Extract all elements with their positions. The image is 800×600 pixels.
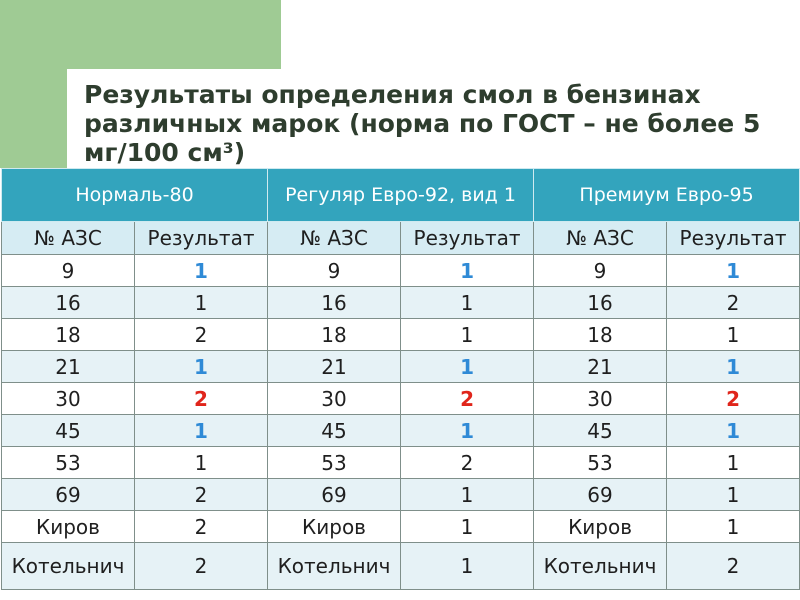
result-cell-premium-95: 1	[667, 479, 800, 511]
result-cell-regular-92: 1	[401, 351, 534, 383]
station-cell: Киров	[2, 511, 135, 543]
result-cell-premium-95: 1	[667, 447, 800, 479]
result-cell-normal-80: 2	[135, 543, 268, 590]
station-cell: 30	[2, 383, 135, 415]
station-cell: 16	[268, 287, 401, 319]
result-cell-premium-95: 2	[667, 383, 800, 415]
result-cell-regular-92: 1	[401, 255, 534, 287]
result-cell-normal-80: 1	[135, 287, 268, 319]
table-row	[2, 415, 800, 447]
column-header-station: № АЗС	[268, 222, 401, 255]
station-cell: 18	[268, 319, 401, 351]
table-row	[2, 479, 800, 511]
group-header-row	[2, 169, 800, 222]
column-header-station: № АЗС	[2, 222, 135, 255]
table-row	[2, 447, 800, 479]
result-cell-premium-95: 1	[667, 319, 800, 351]
station-cell: 53	[2, 447, 135, 479]
result-cell-regular-92: 1	[401, 287, 534, 319]
result-cell-premium-95: 1	[667, 511, 800, 543]
group-header-regular-92: Регуляр Евро-92, вид 1	[268, 169, 534, 222]
station-cell: 45	[534, 415, 667, 447]
station-cell: 16	[534, 287, 667, 319]
result-cell-normal-80: 2	[135, 479, 268, 511]
station-cell: 9	[268, 255, 401, 287]
station-cell: 16	[2, 287, 135, 319]
station-cell: 21	[268, 351, 401, 383]
group-header-premium-95: Премиум Евро-95	[534, 169, 800, 222]
decorative-accent-block	[0, 0, 281, 69]
station-cell: 18	[2, 319, 135, 351]
table-row	[2, 287, 800, 319]
station-cell: Котельнич	[534, 543, 667, 590]
station-cell: 53	[268, 447, 401, 479]
slide-title: Результаты определения смол в бензинах различных марок (норма по ГОСТ – не более 5 мг/100 см³)	[84, 80, 761, 167]
result-cell-normal-80: 1	[135, 415, 268, 447]
station-cell: 53	[534, 447, 667, 479]
table-row	[2, 351, 800, 383]
station-cell: 69	[534, 479, 667, 511]
result-cell-normal-80: 1	[135, 255, 268, 287]
station-cell: 30	[268, 383, 401, 415]
result-cell-regular-92: 2	[401, 447, 534, 479]
result-cell-premium-95: 2	[667, 543, 800, 590]
result-cell-normal-80: 1	[135, 447, 268, 479]
result-cell-regular-92: 1	[401, 415, 534, 447]
column-header-station: № АЗС	[534, 222, 667, 255]
result-cell-regular-92: 1	[401, 543, 534, 590]
table-body	[2, 255, 800, 590]
station-cell: 18	[534, 319, 667, 351]
station-cell: Киров	[534, 511, 667, 543]
group-header-normal-80: Нормаль-80	[2, 169, 268, 222]
station-cell: 9	[2, 255, 135, 287]
station-cell: 45	[268, 415, 401, 447]
result-cell-premium-95: 1	[667, 351, 800, 383]
table-row	[2, 255, 800, 287]
station-cell: 45	[2, 415, 135, 447]
station-cell: Котельнич	[268, 543, 401, 590]
station-cell: 69	[268, 479, 401, 511]
column-header-result: Результат	[667, 222, 800, 255]
station-cell: 21	[2, 351, 135, 383]
result-cell-regular-92: 1	[401, 319, 534, 351]
table-row	[2, 511, 800, 543]
result-cell-premium-95: 2	[667, 287, 800, 319]
result-cell-normal-80: 1	[135, 351, 268, 383]
station-cell: Киров	[268, 511, 401, 543]
column-header-result: Результат	[135, 222, 268, 255]
station-cell: 30	[534, 383, 667, 415]
result-cell-normal-80: 2	[135, 511, 268, 543]
station-cell: 9	[534, 255, 667, 287]
results-table	[1, 168, 800, 590]
column-header-row	[2, 222, 800, 255]
result-cell-premium-95: 1	[667, 255, 800, 287]
result-cell-regular-92: 2	[401, 383, 534, 415]
result-cell-normal-80: 2	[135, 319, 268, 351]
result-cell-regular-92: 1	[401, 479, 534, 511]
result-cell-premium-95: 1	[667, 415, 800, 447]
table-row	[2, 543, 800, 590]
station-cell: 69	[2, 479, 135, 511]
decorative-accent-strip	[0, 69, 67, 168]
result-cell-regular-92: 1	[401, 511, 534, 543]
table-row	[2, 319, 800, 351]
station-cell: Котельнич	[2, 543, 135, 590]
result-cell-normal-80: 2	[135, 383, 268, 415]
column-header-result: Результат	[401, 222, 534, 255]
station-cell: 21	[534, 351, 667, 383]
table-row	[2, 383, 800, 415]
